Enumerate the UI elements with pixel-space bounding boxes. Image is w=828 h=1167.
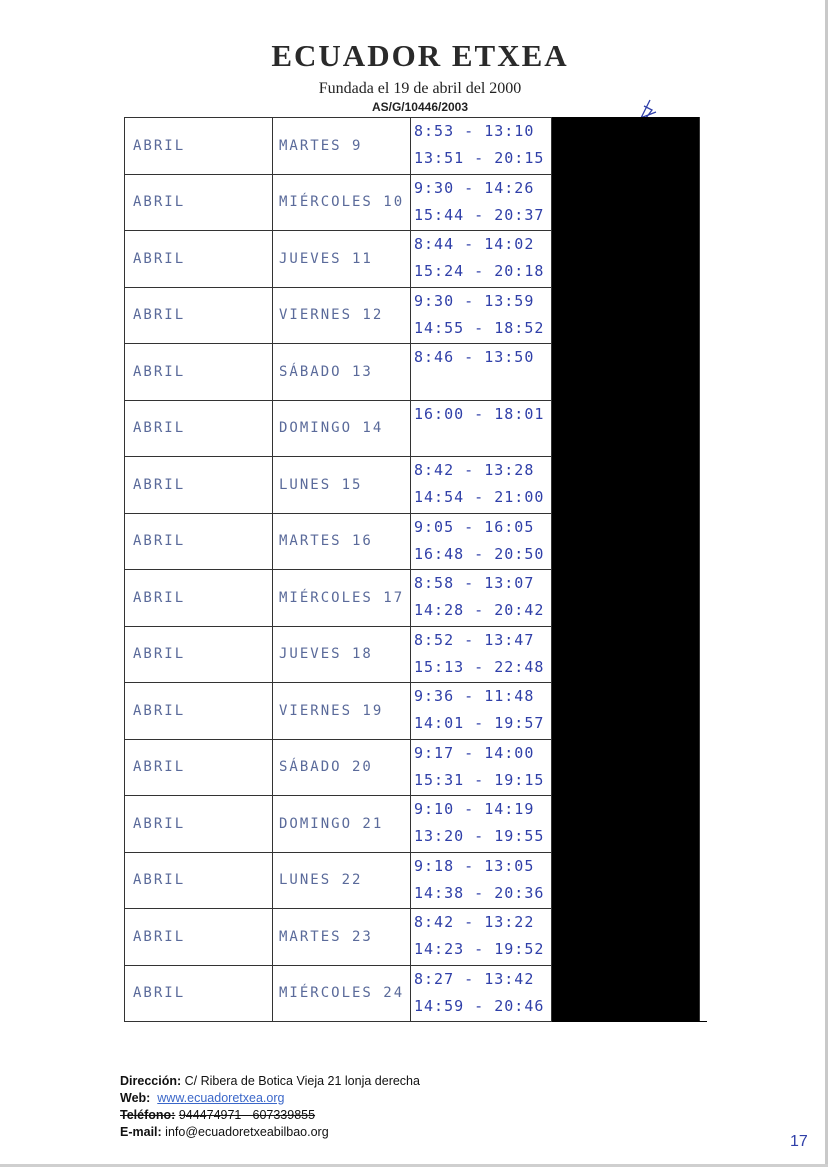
redacted-signature-cell xyxy=(552,344,707,401)
month-cell: ABRIL xyxy=(125,457,273,514)
times-cell xyxy=(411,852,552,909)
web-label: Web: xyxy=(120,1091,151,1105)
month-cell: ABRIL xyxy=(125,965,273,1022)
table-row xyxy=(125,570,707,627)
table-row xyxy=(125,852,707,909)
month-cell: ABRIL xyxy=(125,570,273,627)
day-cell: MARTES 9 xyxy=(273,118,411,175)
redacted-signature-cell xyxy=(552,231,707,288)
table-row xyxy=(125,683,707,740)
email-value[interactable]: info@ecuadoretxeabilbao.org xyxy=(165,1125,329,1139)
org-title: ECUADOR ETXEA xyxy=(271,38,569,73)
letterhead xyxy=(0,38,828,114)
time-range: 9:17 - 14:00 xyxy=(414,743,535,762)
redacted-signature-cell xyxy=(552,739,707,796)
times-cell xyxy=(411,570,552,627)
month-cell: ABRIL xyxy=(125,683,273,740)
attendance-table xyxy=(124,117,707,1022)
time-range: 13:51 - 20:15 xyxy=(414,149,545,167)
time-range: 15:31 - 19:15 xyxy=(414,770,545,789)
month-cell: ABRIL xyxy=(125,626,273,683)
day-cell: JUEVES 11 xyxy=(273,231,411,288)
day-cell: LUNES 15 xyxy=(273,457,411,514)
footer-phone xyxy=(120,1107,420,1124)
day-cell: MARTES 16 xyxy=(273,513,411,570)
month-cell: ABRIL xyxy=(125,344,273,401)
table-row xyxy=(125,909,707,966)
day-cell: SÁBADO 13 xyxy=(273,344,411,401)
month-cell: ABRIL xyxy=(125,174,273,231)
phone-value: 944474971 - 607339855 xyxy=(178,1108,316,1122)
day-cell: MIÉRCOLES 17 xyxy=(273,570,411,627)
redacted-signature-cell xyxy=(552,400,707,457)
redacted-signature-cell xyxy=(552,287,707,344)
redacted-signature-cell xyxy=(552,118,707,175)
table-row xyxy=(125,513,707,570)
time-range: 15:13 - 22:48 xyxy=(414,657,545,676)
time-range: 14:55 - 18:52 xyxy=(414,318,545,337)
address-value: C/ Ribera de Botica Vieja 21 lonja derecha xyxy=(184,1074,420,1088)
time-range: 9:30 - 13:59 xyxy=(414,291,535,310)
time-range: 16:48 - 20:50 xyxy=(414,544,545,563)
time-range: 8:42 - 13:28 xyxy=(414,461,535,479)
times-cell xyxy=(411,965,552,1022)
times-cell xyxy=(411,344,552,401)
times-cell xyxy=(411,400,552,457)
time-range: 8:52 - 13:47 xyxy=(414,630,535,649)
time-range: 16:00 - 18:01 xyxy=(414,404,545,423)
day-cell: VIERNES 19 xyxy=(273,683,411,740)
web-link[interactable]: www.ecuadoretxea.org xyxy=(157,1091,285,1105)
times-cell xyxy=(411,739,552,796)
times-cell xyxy=(411,683,552,740)
redacted-signature-cell xyxy=(552,513,707,570)
time-range: 14:23 - 19:52 xyxy=(414,940,545,958)
times-cell xyxy=(411,174,552,231)
time-range: 14:38 - 20:36 xyxy=(414,883,545,902)
email-label: E-mail: xyxy=(120,1125,162,1139)
time-range: 15:24 - 20:18 xyxy=(414,262,545,280)
time-range: 14:28 - 20:42 xyxy=(414,601,545,619)
table-row xyxy=(125,287,707,344)
time-range: 9:05 - 16:05 xyxy=(414,517,535,536)
time-range: 9:18 - 13:05 xyxy=(414,856,535,875)
month-cell: ABRIL xyxy=(125,231,273,288)
footer-contact xyxy=(120,1073,420,1141)
month-cell: ABRIL xyxy=(125,513,273,570)
phone-label: Teléfono: xyxy=(120,1108,176,1122)
redacted-signature-cell xyxy=(552,909,707,966)
day-cell: LUNES 22 xyxy=(273,852,411,909)
day-cell: SÁBADO 20 xyxy=(273,739,411,796)
times-cell xyxy=(411,457,552,514)
times-cell xyxy=(411,513,552,570)
time-range: 8:44 - 14:02 xyxy=(414,235,535,253)
time-range: 15:44 - 20:37 xyxy=(414,205,545,224)
day-cell: MARTES 23 xyxy=(273,909,411,966)
times-cell xyxy=(411,231,552,288)
footer-web xyxy=(120,1090,420,1107)
month-cell: ABRIL xyxy=(125,287,273,344)
month-cell: ABRIL xyxy=(125,400,273,457)
day-cell: VIERNES 12 xyxy=(273,287,411,344)
times-cell xyxy=(411,796,552,853)
redacted-signature-cell xyxy=(552,626,707,683)
time-range: 8:42 - 13:22 xyxy=(414,913,535,931)
day-cell: DOMINGO 14 xyxy=(273,400,411,457)
table-row xyxy=(125,457,707,514)
redacted-signature-cell xyxy=(552,570,707,627)
redacted-signature-cell xyxy=(552,174,707,231)
time-range: 14:01 - 19:57 xyxy=(414,714,545,732)
table-row xyxy=(125,796,707,853)
footer-email xyxy=(120,1124,420,1141)
month-cell: ABRIL xyxy=(125,739,273,796)
footer-address xyxy=(120,1073,420,1090)
table-row xyxy=(125,174,707,231)
times-cell xyxy=(411,287,552,344)
table-row xyxy=(125,626,707,683)
redacted-signature-cell xyxy=(552,457,707,514)
redacted-signature-cell xyxy=(552,796,707,853)
day-cell: MIÉRCOLES 10 xyxy=(273,174,411,231)
month-cell: ABRIL xyxy=(125,909,273,966)
time-range: 8:58 - 13:07 xyxy=(414,574,535,592)
redaction-margin xyxy=(699,117,707,1021)
month-cell: ABRIL xyxy=(125,796,273,853)
page-number: 17 xyxy=(790,1133,808,1150)
time-range: 13:20 - 19:55 xyxy=(414,827,545,845)
time-range: 14:54 - 21:00 xyxy=(414,488,545,506)
time-range: 8:27 - 13:42 xyxy=(414,969,535,988)
table-row xyxy=(125,739,707,796)
redacted-signature-cell xyxy=(552,965,707,1022)
day-cell: DOMINGO 21 xyxy=(273,796,411,853)
day-cell: MIÉRCOLES 24 xyxy=(273,965,411,1022)
org-subtitle: Fundada el 19 de abril del 2000 xyxy=(318,80,522,97)
month-cell: ABRIL xyxy=(125,852,273,909)
table-row xyxy=(125,965,707,1022)
day-cell: JUEVES 18 xyxy=(273,626,411,683)
time-range: 14:59 - 20:46 xyxy=(414,996,545,1015)
redacted-signature-cell xyxy=(552,683,707,740)
table-row xyxy=(125,344,707,401)
time-range: 8:53 - 13:10 xyxy=(414,122,535,140)
table-row xyxy=(125,118,707,175)
address-label: Dirección: xyxy=(120,1074,182,1088)
time-range: 9:36 - 11:48 xyxy=(414,687,535,705)
time-range: 8:46 - 13:50 xyxy=(414,348,535,366)
time-range: 9:30 - 14:26 xyxy=(414,178,535,197)
month-cell: ABRIL xyxy=(125,118,273,175)
registration-number: AS/G/10446/2003 xyxy=(371,100,469,114)
time-range: 9:10 - 14:19 xyxy=(414,800,535,818)
times-cell xyxy=(411,118,552,175)
times-cell xyxy=(411,626,552,683)
table-row xyxy=(125,400,707,457)
table-row xyxy=(125,231,707,288)
times-cell xyxy=(411,909,552,966)
redacted-signature-cell xyxy=(552,852,707,909)
